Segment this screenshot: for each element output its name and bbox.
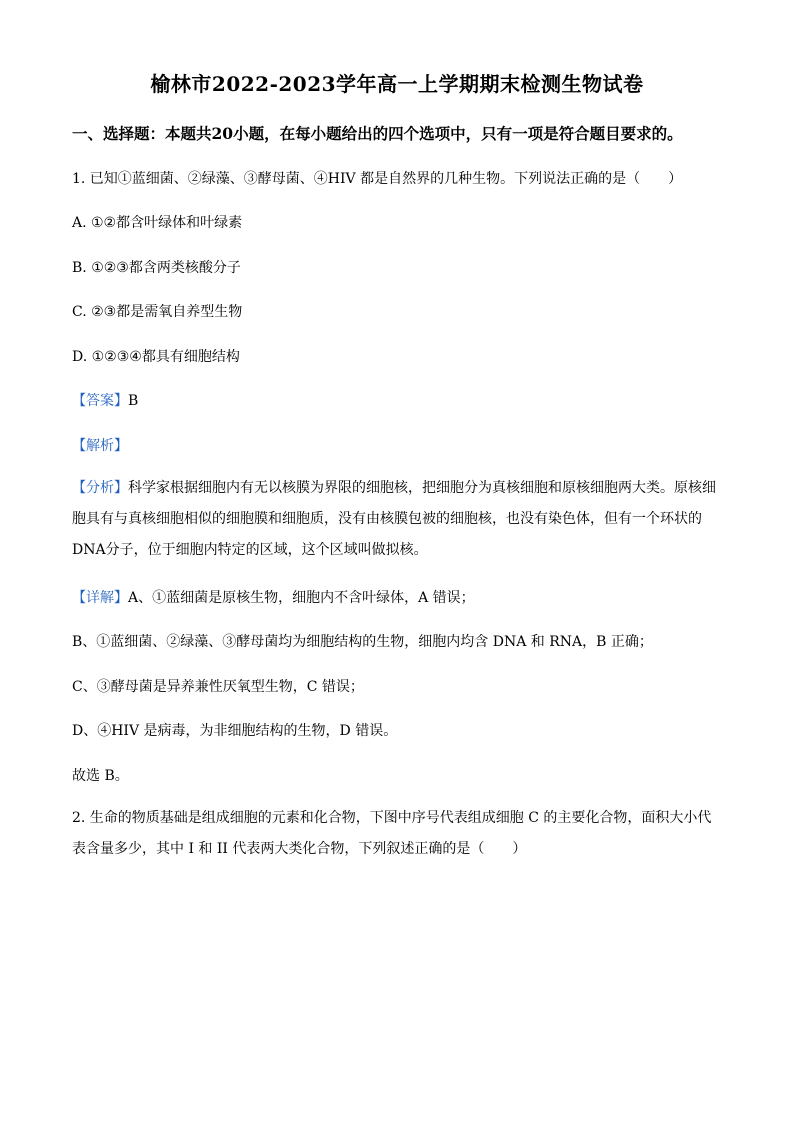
conclusion-line: 故选 B。: [72, 768, 129, 784]
xiangjie-line-a: 【详解】A、①蓝细菌是原核生物，细胞内不含叶绿体，A 错误；: [72, 590, 475, 606]
analysis-paragraph: [72, 473, 722, 566]
answer-value: B: [128, 393, 139, 409]
question-1-option-b: B. ①②③都含两类核酸分子: [72, 260, 241, 276]
fenxi-label: 【分析】: [72, 480, 128, 496]
xiangjie-label: 【详解】: [72, 590, 128, 606]
xiangjie-line-d: D、④HIV 是病毒，为非细胞结构的生物，D 错误。: [72, 723, 398, 739]
answer-line: [72, 390, 138, 410]
page-title: 榆林市2022-2023学年高一上学期期末检测生物试卷: [150, 72, 644, 96]
xiangjie-line-c: C、③酵母菌是异养兼性厌氧型生物，C 错误；: [72, 679, 364, 695]
answer-label: 【答案】: [72, 393, 128, 409]
question-1-option-a: A. ①②都含叶绿体和叶绿素: [72, 215, 243, 231]
question-2-stem: 2. 生命的物质基础是组成细胞的元素和化合物，下图中序号代表组成细胞 C 的主要化合物，面积大小代表含量多少，其中 I 和 II 代表两大类化合物，下列叙述正确的是（ ）: [72, 810, 712, 857]
section-heading: 一、选择题：本题共20小题，在每小题给出的四个选项中，只有一项是符合题目要求的。: [72, 124, 683, 143]
fenxi-text: 科学家根据细胞内有无以核膜为界限的细胞核，把细胞分为真核细胞和原核细胞两大类。原核细胞具有与真核细胞相似的细胞膜和细胞质，没有由核膜包被的细胞核，也没有染色体，但有一个环状的DNA分子，位于细胞内特定的区域，这个区域叫做拟核。: [72, 480, 716, 558]
question-1-option-d: D. ①②③④都具有细胞结构: [72, 349, 240, 365]
analysis-label: 【解析】: [72, 438, 128, 454]
xiangjie-line-b: B、①蓝细菌、②绿藻、③酵母菌均为细胞结构的生物，细胞内均含 DNA 和 RNA，B 正确；: [72, 634, 653, 650]
question-1-stem: 1. 已知①蓝细菌、②绿藻、③酵母菌、④HIV 都是自然界的几种生物。下列说法正确的是（ ）: [72, 171, 683, 187]
question-1-option-c: C. ②③都是需氧自养型生物: [72, 304, 243, 320]
